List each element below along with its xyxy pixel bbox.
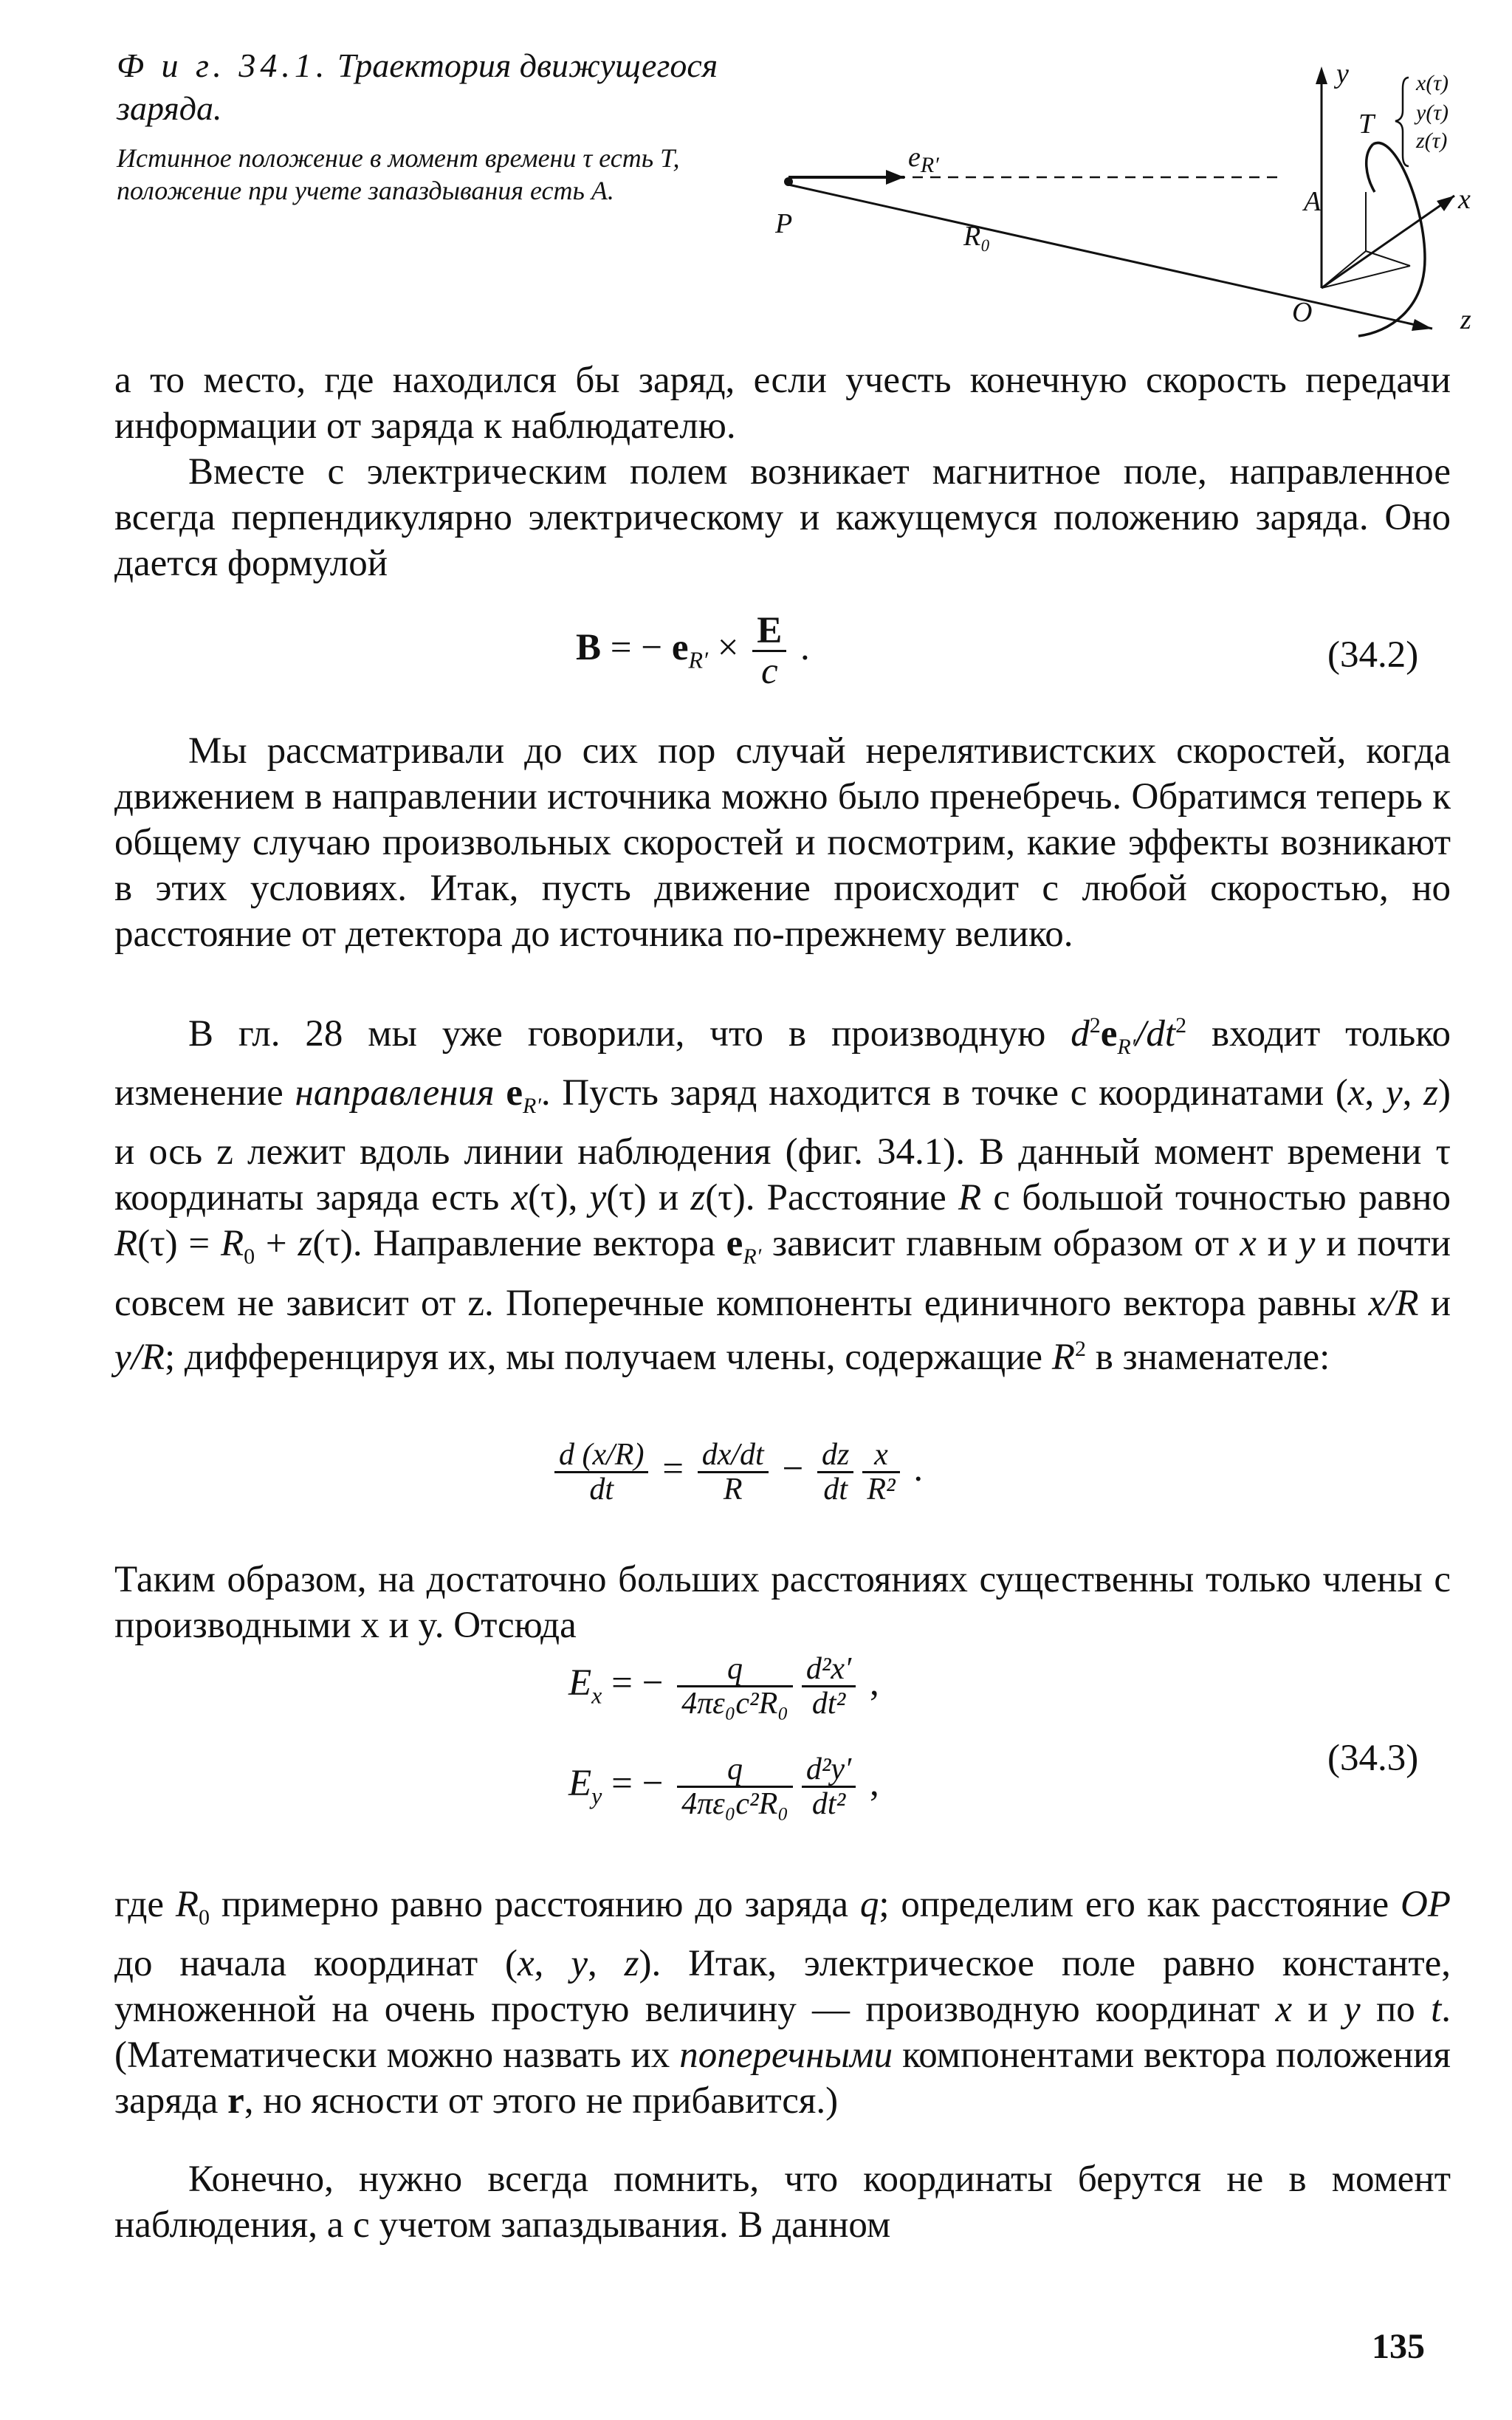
label-x: x <box>1458 184 1471 215</box>
label-p: P <box>775 208 793 239</box>
paragraph-7: Конечно, нужно всегда помнить, что координаты берутся не в момент наблюдения, а с учетом запаздывания. В данном <box>114 2159 1451 2246</box>
paragraph-5: Таким образом, на достаточно больших расстояниях существенны только члены с производными x и y. Отсюда <box>114 1559 1451 1646</box>
paragraph-4: В гл. 28 мы уже говорили, что в производную $d^2e_{R'}/dt^2$ входит только изменение направления $e_{R'}$. Пусть заряд находится в точке с координатами (x, y, z) и ось z лежит вдоль линии наблюдения (фиг. 34.1). В данный момент времени τ координаты заряда есть x(τ), y(τ) и z(τ). Расстояние R с большой точностью равно $R(\tau) = R_0 + z(\tau)$. Направление вектора $e_{R'}$ зависит главным образом от x и y и почти совсем не зависит от z. Поперечные компоненты единичного вектора равны x/R и y/R; дифференцируя их, мы получаем члены, содержащие $R^2$ в знаменателе: <box>114 1013 1451 1378</box>
label-y: y <box>1336 58 1349 89</box>
equation-derivative: $\frac{d (x/R)}{dt}$ = $\frac{dx/dt}{R}$ − $\frac{dz}{dt}$ $\frac{x}{\text{R²}}$ . <box>550 1439 923 1506</box>
figure-caption <box>117 44 752 207</box>
paragraph-6: где $R_0$ примерно равно расстоянию до заряда q; определим его как расстояние OP до начала координат (x, y, z). Итак, электрическое поле равно константе, умноженной на очень простую величину — производную координат x и y по t. (Математически можно назвать их поперечными компонентами вектора положения заряда r, но ясности от этого не прибавится.) <box>114 1884 1451 2122</box>
label-e-r: $e_{R'}$ <box>908 142 939 177</box>
page-number: 135 <box>1372 2327 1425 2366</box>
label-xt: x(τ) <box>1416 71 1449 95</box>
caption-title-text: Траектория движущегося заряда. <box>117 47 718 127</box>
paragraph-2: Вместе с электрическим полем возникает магнитное поле, направленное всегда перпендикулярно электрическому и кажущемуся положению заряда. Оно дается формулой <box>114 451 1451 584</box>
caption-label: Ф и г. 34.1. <box>117 47 329 84</box>
paragraph-1: а то место, где находился бы заряд, если учесть конечную скорость передачи информации от заряда к наблюдателю. <box>114 360 1451 447</box>
label-t: T <box>1358 109 1375 140</box>
label-z: z <box>1460 304 1471 335</box>
label-o: O <box>1292 297 1313 328</box>
label-r0: R₀ <box>963 221 991 252</box>
equation-34-3-ex: $E_x$ = − $\frac{q}{\text{4πε₀c²R₀}}$ $\frac{\text{d²x′}}{\text{dt²}}$ , <box>568 1652 879 1721</box>
caption-note: Истинное положение в момент времени τ есть T, положение при учете запаздывания есть A. <box>117 143 680 205</box>
caption-title <box>117 44 752 130</box>
equation-number-34-2: (34.2) <box>1327 634 1419 676</box>
equation-number-34-3: (34.3) <box>1327 1738 1419 1779</box>
paragraph-3: Мы рассматривали до сих пор случай нерелятивистских скоростей, когда движением в направлении источника можно было пренебречь. Обратимся теперь к общему случаю произвольных скоростей и посмотрим, какие эффекты возникают в этих условиях. Итак, пусть движение происходит с любой скоростью, но расстояние от детектора до источника по-прежнему велико. <box>114 730 1451 955</box>
label-a: A <box>1304 186 1322 217</box>
trajectory-figure <box>775 44 1477 340</box>
label-zt: z(τ) <box>1416 128 1448 153</box>
equation-34-3-ey: $E_y$ = − $\frac{q}{\text{4πε₀c²R₀}}$ $\frac{\text{d²y′}}{\text{dt²}}$ , <box>568 1752 879 1821</box>
equation-34-2: B = − $e_{R'}$ × $\frac{E}{c}$ . <box>576 610 810 692</box>
label-yt: y(τ) <box>1416 100 1449 125</box>
trajectory-diagram <box>775 44 1477 340</box>
